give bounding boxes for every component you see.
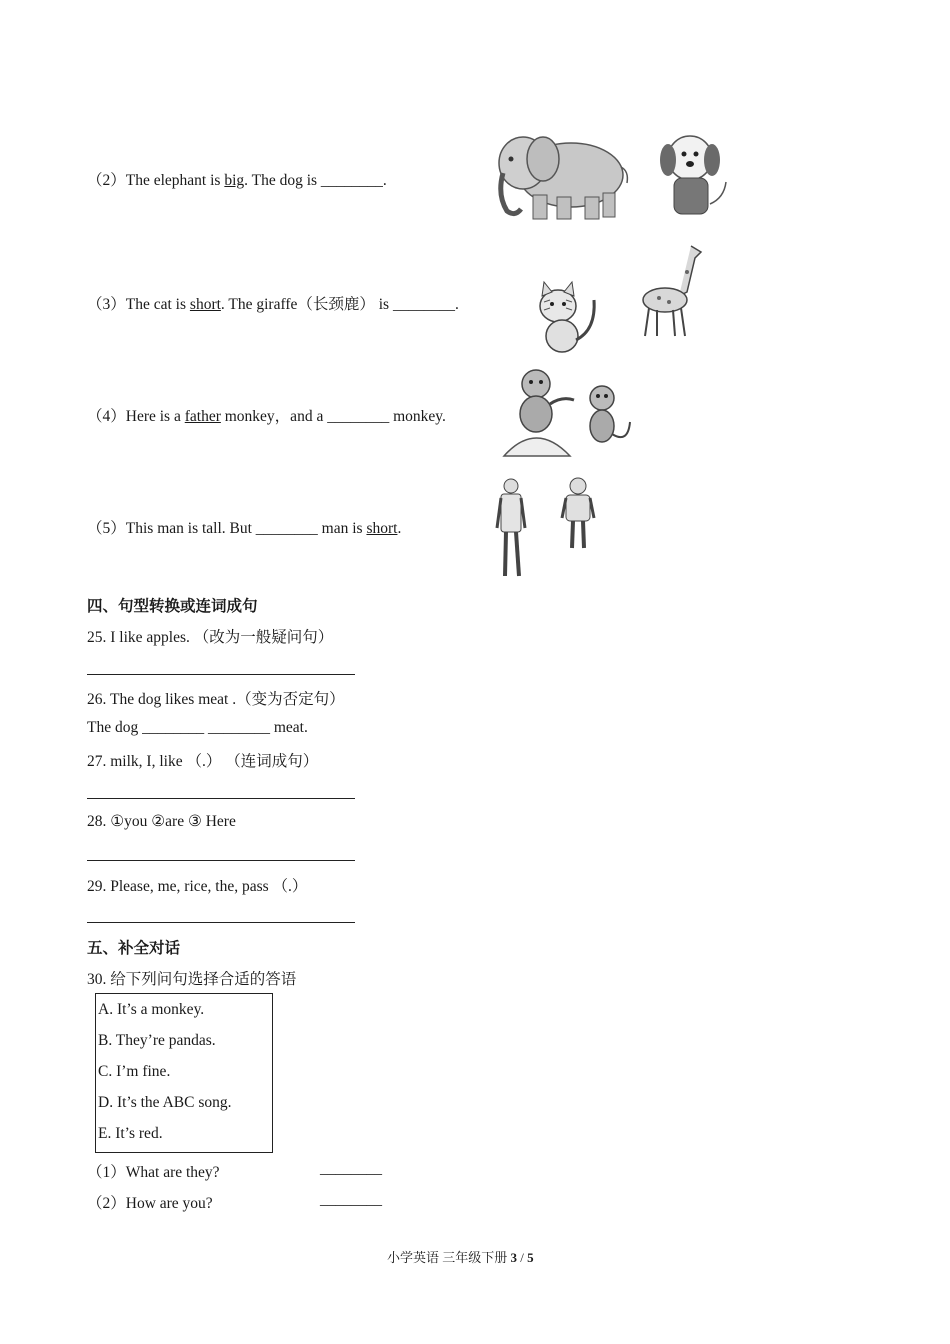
- question-30: 30. 给下列问句选择合适的答语: [87, 971, 297, 988]
- option-d: D. It’s the ABC song.: [98, 1094, 232, 1111]
- giraffe-illustration: [635, 242, 707, 340]
- page-footer: [387, 1247, 534, 1266]
- dialog-question-1: （1）What are they?: [87, 1164, 220, 1181]
- option-b: B. They’re pandas.: [98, 1032, 216, 1049]
- footer-page: 3: [510, 1250, 518, 1265]
- option-c: C. I’m fine.: [98, 1063, 171, 1080]
- footer-text: 小学英语 三年级下册: [387, 1250, 511, 1265]
- question-29: 29. Please, me, rice, the, pass （.）: [87, 878, 308, 895]
- elephant-illustration: [493, 125, 633, 223]
- question-26-answer: The dog ________ ________ meat.: [87, 719, 308, 736]
- tall-man-illustration: [493, 476, 537, 580]
- footer-sep: /: [517, 1250, 528, 1265]
- item-4: （4）Here is a father monkey，and a ________ monkey.: [87, 408, 446, 425]
- answer-line-27[interactable]: [87, 798, 355, 799]
- option-e: E. It’s red.: [98, 1125, 163, 1142]
- options-box: [95, 993, 273, 1153]
- footer-total: 5: [527, 1250, 534, 1265]
- short-man-illustration: [560, 476, 598, 550]
- dialog-blank-2[interactable]: ________: [320, 1191, 382, 1208]
- question-27: 27. milk, I, like （.） （连词成句）: [87, 753, 319, 770]
- cat-illustration: [530, 280, 602, 356]
- answer-line-28[interactable]: [87, 860, 355, 861]
- item-3: （3）The cat is short. The giraffe（长颈鹿） is ________.: [87, 296, 459, 313]
- part5-heading: 五、补全对话: [87, 940, 181, 957]
- answer-line-25[interactable]: [87, 674, 355, 675]
- part4-heading: 四、句型转换或连词成句: [87, 598, 258, 615]
- monkeys-illustration: [500, 364, 640, 460]
- dialog-question-2: （2）How are you?: [87, 1195, 213, 1212]
- item-5: （5）This man is tall. But ________ man is short.: [87, 520, 402, 537]
- question-26: 26. The dog likes meat .（变为否定句）: [87, 691, 345, 708]
- item-2: （2）The elephant is big. The dog is ________.: [87, 172, 387, 189]
- dog-illustration: [654, 128, 730, 220]
- question-25: 25. I like apples. （改为一般疑问句）: [87, 629, 334, 646]
- question-28: 28. ①you ②are ③ Here: [87, 813, 236, 830]
- dialog-blank-1[interactable]: ________: [320, 1160, 382, 1177]
- option-a: A. It’s a monkey.: [98, 1001, 205, 1018]
- answer-line-29[interactable]: [87, 922, 355, 923]
